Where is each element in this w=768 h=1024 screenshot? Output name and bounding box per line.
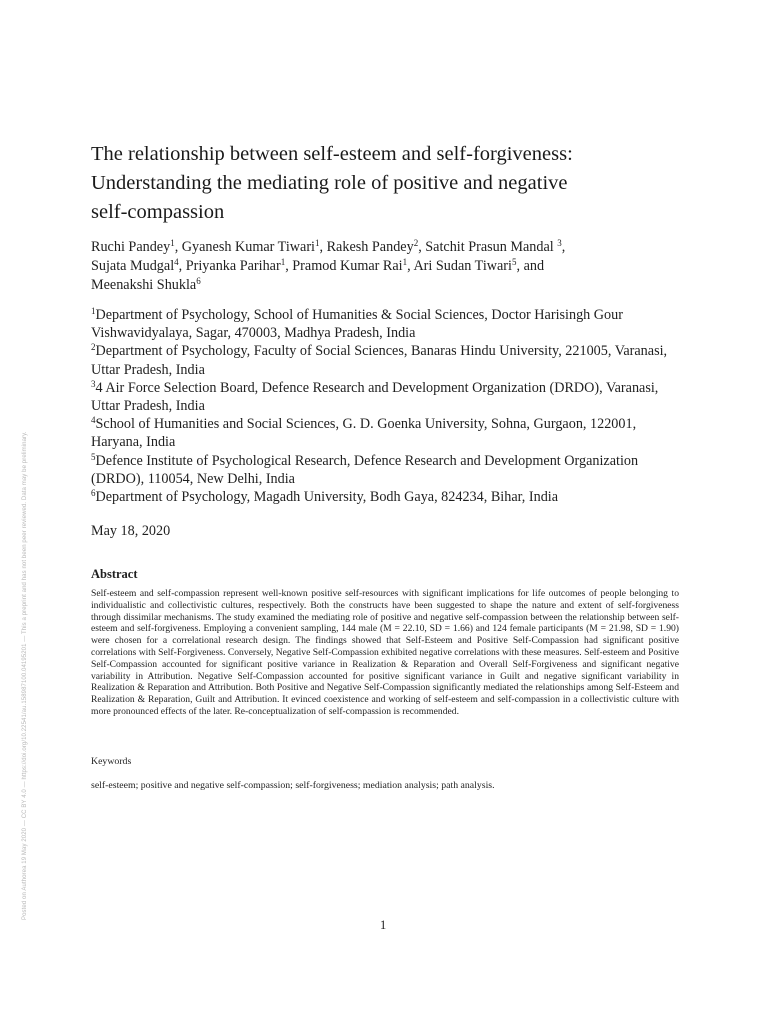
affiliation-marker: 4 xyxy=(91,415,96,426)
affiliation-item xyxy=(91,488,691,506)
abstract-heading: Abstract xyxy=(91,567,138,581)
author-separator: , and xyxy=(516,258,545,274)
affiliation-item xyxy=(91,306,691,342)
preprint-side-stamp: Posted on Authorea 19 May 2020 — CC BY 4.0 — https://doi.org/10.22541/au.158987100.04195201 — This a preprint and has not been peer reviewed. Data may be preliminary. xyxy=(22,431,28,920)
author-affiliation-marker: 6 xyxy=(196,276,201,287)
keywords-heading: Keywords xyxy=(91,756,132,767)
title-line: The relationship between self-esteem and self-forgiveness: xyxy=(91,143,573,165)
author-name: Ruchi Pandey xyxy=(91,239,171,255)
author-separator: , xyxy=(561,239,566,255)
paper-title xyxy=(91,140,691,227)
author-affiliation-marker: 1 xyxy=(280,257,286,268)
affiliation-marker: 6 xyxy=(91,488,96,499)
keywords-body: self-esteem; positive and negative self-compassion; self-forgiveness; mediation analysis; path analysis. xyxy=(91,780,495,791)
author-separator: , xyxy=(174,239,182,255)
affiliation-text: Defence Institute of Psychological Research, Defence Research and Development Organization (DRDO), 110054, New Delhi, India xyxy=(91,452,639,487)
affiliation-text: School of Humanities and Social Sciences, G. D. Goenka University, Sohna, Gurgaon, 122001, Haryana, India xyxy=(91,416,637,451)
author-separator: , xyxy=(319,239,327,255)
author-separator: , xyxy=(407,258,414,274)
affiliation-marker: 5 xyxy=(91,451,96,462)
affiliation-text: Department of Psychology, School of Humanities & Social Sciences, Doctor Harisingh Gour Vishwavidyalaya, Sagar, 470003, Madhya Pradesh, India xyxy=(91,307,623,342)
affiliation-marker: 2 xyxy=(91,342,96,353)
author-name: Gyanesh Kumar Tiwari xyxy=(181,239,315,255)
affiliation-list xyxy=(91,306,691,506)
author-separator: , xyxy=(418,239,426,255)
author-affiliation-marker: 1 xyxy=(315,238,320,249)
author-name: Satchit Prasun Mandal xyxy=(425,239,558,255)
author-separator: , xyxy=(285,258,293,274)
title-line: Understanding the mediating role of positive and negative xyxy=(91,172,568,194)
author-name: Rakesh Pandey xyxy=(326,239,414,255)
author-affiliation-marker: 2 xyxy=(413,238,419,249)
affiliation-item xyxy=(91,452,691,488)
title-line: self-compassion xyxy=(91,201,225,223)
affiliation-text: Department of Psychology, Faculty of Social Sciences, Banaras Hindu University, 221005, Varanasi, Uttar Pradesh, India xyxy=(91,343,668,378)
author-name: Meenakshi Shukla xyxy=(91,277,197,293)
author-name: Priyanka Parihar xyxy=(185,258,281,274)
affiliation-item xyxy=(91,415,691,451)
affiliation-text: Department of Psychology, Magadh University, Bodh Gaya, 824234, Bihar, India xyxy=(95,489,559,506)
affiliation-item xyxy=(91,379,691,415)
affiliation-marker: 1 xyxy=(91,306,96,317)
abstract-body: Self-esteem and self-compassion represent well-known positive self-resources with significant implications for life outcomes of people belonging to individualistic and collectivistic cultures, respectively. Both the constructs have been suggested to shape the nature and extent of self-forgiveness through dissimilar mechanisms. The study examined the mediating role of positive and negative self-compassion between the relationship between self-esteem and self-forgiveness. Employing a convenient sampling, 144 male (M = 22.10, SD = 1.66) and 124 female participants (M = 21.98, SD = 1.90) were chosen for a correlational research design. The findings showed that Self-Esteem and Positive Self-Compassion had significant positive correlations with Self-Forgiveness. Conversely, Negative Self-Compassion exhibited negative correlations with these measures. Self-esteem and Positive Self-Compassion accounted for significant positive variance in Realization & Reparation and Overall Self-Forgiveness and significant negative variability in Attribution. Negative Self-Compassion accounted for positive significant variance in Guilt and negative significant variability in Realization & Reparation and Attribution. Both Positive and Negative Self-Compassion significantly mediated the relationships among Self-Esteem and Realization & Reparation, Guilt and Attribution. It evinced coexistence and working of self-esteem and self-compassion in a collectivistic culture with more pronounced effects of the later. Re-conceptualization of self-compassion is recommended. xyxy=(91,588,679,717)
author-name: Sujata Mudgal xyxy=(91,258,175,274)
page-number: 1 xyxy=(380,918,387,932)
author-affiliation-marker: 1 xyxy=(170,238,175,249)
author-affiliation-marker: 5 xyxy=(511,257,517,268)
author-affiliation-marker: 3 xyxy=(557,238,562,249)
affiliation-marker: 3 xyxy=(91,378,96,389)
author-affiliation-marker: 1 xyxy=(402,257,408,268)
affiliation-item xyxy=(91,342,691,378)
author-name: Ari Sudan Tiwari xyxy=(413,258,512,274)
author-list xyxy=(91,238,691,295)
author-name: Pramod Kumar Rai xyxy=(292,258,403,274)
author-affiliation-marker: 4 xyxy=(174,257,179,268)
author-separator: , xyxy=(178,258,186,274)
affiliation-text: 4 Air Force Selection Board, Defence Research and Development Organization (DRDO), Varanasi, Uttar Pradesh, India xyxy=(91,379,659,415)
publication-date: May 18, 2020 xyxy=(91,523,171,539)
